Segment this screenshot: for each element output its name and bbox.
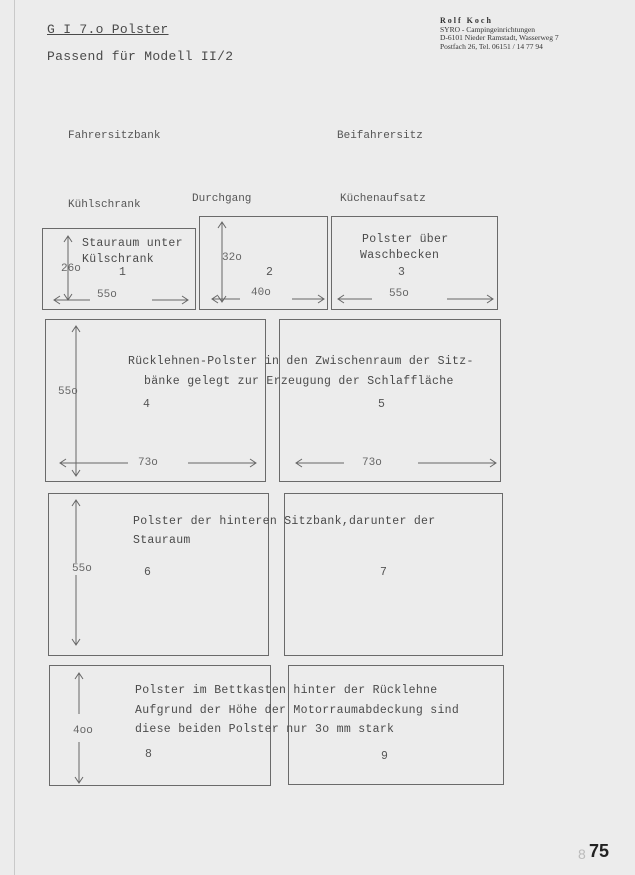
- arrow-box4-vertical: [72, 326, 80, 476]
- box2-height: 32o: [222, 252, 242, 264]
- box5-number: 5: [378, 398, 385, 411]
- note-bedbox-line: Aufgrund der Höhe der Motorraumabdeckung sind: [135, 703, 460, 717]
- box6-number: 6: [144, 566, 151, 579]
- arrow-box1-right: [152, 296, 188, 304]
- box1-width: 55o: [97, 289, 117, 301]
- arrow-box2-right: [292, 295, 324, 303]
- box3-text: [360, 232, 448, 264]
- letterhead-address: D-6101 Nieder Ramstadt, Wasserweg 7: [440, 33, 559, 42]
- box1-height: 26o: [61, 263, 81, 275]
- box4-width: 73o: [138, 457, 158, 469]
- box1-text: [82, 236, 183, 268]
- note-bedbox-line: Polster im Bettkasten hinter der Rücklehne: [135, 684, 438, 697]
- letterhead-contact: Postfach 26, Tel. 06151 / 14 77 94: [440, 41, 543, 51]
- page-number: 75: [589, 841, 610, 861]
- arrow-box8-vertical-top: [75, 673, 83, 714]
- box3-number: 3: [398, 266, 405, 279]
- box1-text-line: Stauraum unter: [82, 237, 183, 250]
- note-bedbox-line: diese beiden Polster nur 3o mm stark: [135, 723, 395, 736]
- note-rear-bench-line: Polster der hinteren Sitzbank,darunter der: [133, 515, 436, 528]
- note-backrest-line: bänke gelegt zur Erzeugung der Schlaffläche: [144, 375, 454, 388]
- arrow-box5-left: [296, 459, 344, 467]
- arrow-box8-vertical-bottom: [75, 742, 83, 783]
- box7-number: 7: [380, 566, 387, 579]
- box4-height: 55o: [58, 386, 78, 398]
- box6-height: 55o: [72, 563, 92, 575]
- box1-text-line: Külschrank: [82, 253, 155, 266]
- box2-number: 2: [266, 266, 273, 279]
- box3-text-line: Polster über: [362, 233, 449, 246]
- arrow-box4-left: [60, 459, 128, 467]
- arrow-box3-left: [338, 295, 372, 303]
- arrow-box5-right: [418, 459, 496, 467]
- document-title: G I 7.o Polster: [47, 22, 169, 37]
- note-rear-bench-line: Stauraum: [133, 534, 191, 547]
- note-backrest: [128, 352, 474, 392]
- note-rear-bench: [133, 512, 435, 550]
- label-fridge: Kühlschrank: [68, 199, 141, 211]
- box8-number: 8: [145, 748, 152, 761]
- label-kitchen: Küchenaufsatz: [340, 193, 426, 205]
- box3-width: 55o: [389, 288, 409, 300]
- label-passenger-seat: Beifahrersitz: [337, 130, 423, 142]
- page-number-faint: 8: [578, 846, 586, 862]
- box2-width: 40o: [251, 287, 271, 299]
- letterhead-name: Rolf Koch: [440, 16, 493, 25]
- box5-width: 73o: [362, 457, 382, 469]
- arrow-box1-left: [54, 296, 90, 304]
- arrow-box4-right: [188, 459, 256, 467]
- arrow-box3-right: [447, 295, 493, 303]
- document-subtitle: Passend für Modell II/2: [47, 49, 234, 64]
- box9-number: 9: [381, 750, 388, 763]
- box4-number: 4: [143, 398, 150, 411]
- letterhead-company: SYRO - Campingeinrichtungen: [440, 24, 535, 34]
- note-backrest-line: Rücklehnen-Polster in den Zwischenraum der Sitz-: [128, 355, 474, 368]
- note-bedbox: [135, 681, 459, 740]
- box1-number: 1: [119, 266, 126, 279]
- box3-text-line: Waschbecken: [360, 249, 440, 262]
- box8-height: 4oo: [73, 725, 93, 737]
- label-driver-seat: Fahrersitzbank: [68, 130, 161, 142]
- label-passage: Durchgang: [192, 193, 252, 205]
